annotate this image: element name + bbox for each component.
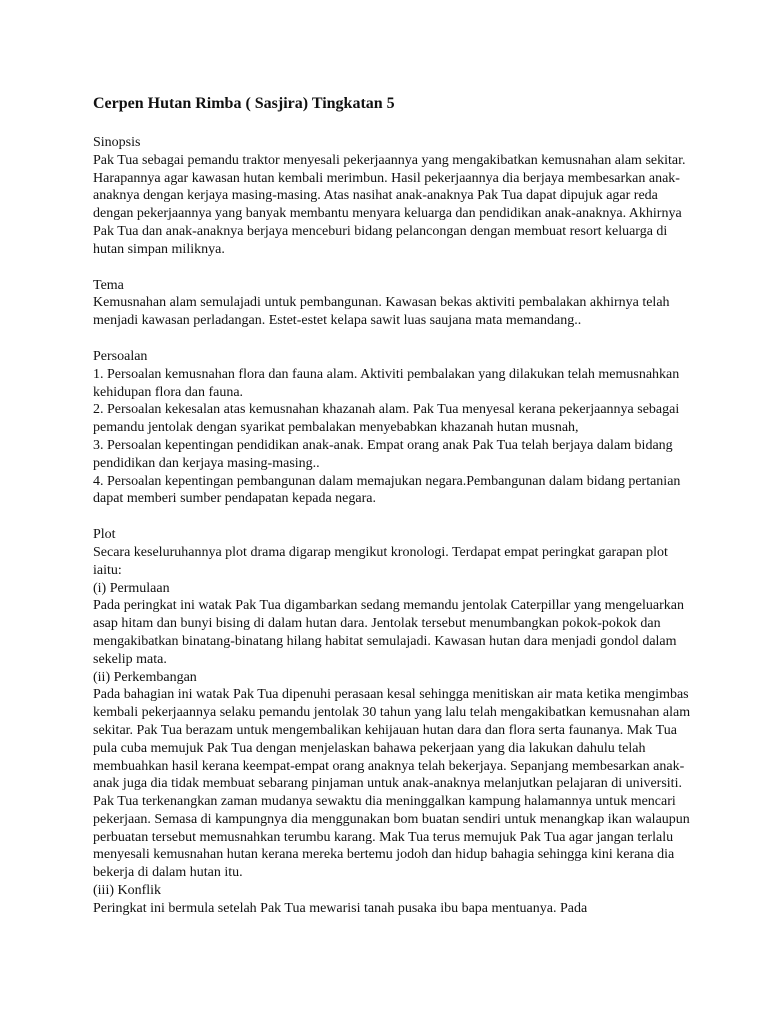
sinopsis-heading: Sinopsis: [93, 135, 141, 150]
section-persoalan: [93, 348, 693, 508]
persoalan-item: 2. Persoalan kekesalan atas kemusnahan khazanah alam. Pak Tua menyesal kerana pekerjaannya sebagai pemandu jentolak dengan syarikat pembalakan menyebabkan khazanah hutan musnah,: [93, 402, 680, 436]
persoalan-item: 3. Persoalan kepentingan pendidikan anak-anak. Empat orang anak Pak Tua telah berjaya dalam bidang pendidikan dan kerjaya masing-masing..: [93, 437, 673, 471]
section-sinopsis: [93, 134, 693, 259]
sinopsis-text: Pak Tua sebagai pemandu traktor menyesali pekerjaannya yang mengakibatkan kemusnahan alam sekitar. Harapannya agar kawasan hutan kembali merimbun. Hasil pekerjaannya dia berjaya membesarkan anak-anaknya dengan kerjaya masing-masing. Atas nasihat anak-anaknya Pak Tua dapat dipujuk agar reda dengan pekerjaannya yang banyak membantu menyara keluarga dan pendidikan anak-anaknya. Akhirnya Pak Tua dan anak-anaknya berjaya menceburi bidang pelancongan dengan membuat resort keluarga di hutan simpan miliknya.: [93, 152, 686, 257]
plot-part-label: (i) Permulaan: [93, 580, 170, 596]
plot-part-label: (ii) Perkembangan: [93, 669, 197, 685]
section-tema: [93, 277, 693, 330]
plot-part-text: Pada peringkat ini watak Pak Tua digambarkan sedang memandu jentolak Caterpillar yang mengeluarkan asap hitam dan bunyi bising di dalam hutan dara. Jentolak tersebut menumbangkan pokok-pokok dan mengakibatkan binatang-binatang hilang habitat semulajadi. Kawasan hutan dara menjadi gondol dalam sekelip mata.: [93, 598, 684, 667]
plot-part-text: Peringkat ini bermula setelah Pak Tua mewarisi tanah pusaka ibu bapa mentuanya. Pada: [93, 900, 588, 916]
plot-intro: Secara keseluruhannya plot drama digarap mengikut kronologi. Terdapat empat peringkat garapan plot iaitu:: [93, 544, 668, 578]
document-title: Cerpen Hutan Rimba ( Sasjira) Tingkatan 5: [93, 95, 395, 112]
section-plot: [93, 526, 693, 918]
plot-part-label: (iii) Konflik: [93, 883, 162, 899]
tema-heading: Tema: [93, 277, 124, 293]
persoalan-item: 4. Persoalan kepentingan pembangunan dalam memajukan negara.Pembangunan dalam bidang pertanian dapat memberi sumber pendapatan kepada negara.: [93, 473, 681, 507]
plot-part-text: Pada bahagian ini watak Pak Tua dipenuhi perasaan kesal sehingga menitiskan air mata ketika mengimbas kembali pekerjaannya selaku pemandu jentolak 30 tahun yang lalu telah mengakibatkan kemusnahan alam sekitar. Pak Tua berazam untuk mengembalikan kehijauan hutan dara dan flora serta faunanya. Mak Tua pula cuba memujuk Pak Tua dengan menjelaskan bahawa pekerjaan yang dia lakukan dahulu telah membuahkan hasil kerana keempat-empat orang anaknya telah bekerjaya. Sepanjang membesarkan anak-anak juga dia tidak membuat sebarang pinjaman untuk anak-anaknya melanjutkan pelajaran di universiti. Pak Tua terkenangkan zaman mudanya sewaktu dia meninggalkan kampung halamannya untuk mencari pekerjaan. Semasa di kampungnya dia menggunakan bom buatan sendiri untuk menangkap ikan walaupun perbuatan tersebut memusnahkan terumbu karang. Mak Tua terus memujuk Pak Tua agar jangan terlalu menyesali kemusnahan hutan kerana mereka bertemu jodoh dan hidup bahagia sehingga kini kerana dia bekerja di dalam hutan itu.: [93, 687, 691, 881]
persoalan-heading: Persoalan: [93, 348, 148, 364]
tema-text: Kemusnahan alam semulajadi untuk pembangunan. Kawasan bekas aktiviti pembalakan akhirnya telah menjadi kawasan perladangan. Estet-estet kelapa sawit luas saujana mata memandang..: [93, 295, 670, 329]
document-page: [93, 94, 693, 936]
persoalan-item: 1. Persoalan kemusnahan flora dan fauna alam. Aktiviti pembalakan yang dilakukan telah memusnahkan kehidupan flora dan fauna.: [93, 366, 680, 400]
plot-heading: Plot: [93, 527, 116, 543]
